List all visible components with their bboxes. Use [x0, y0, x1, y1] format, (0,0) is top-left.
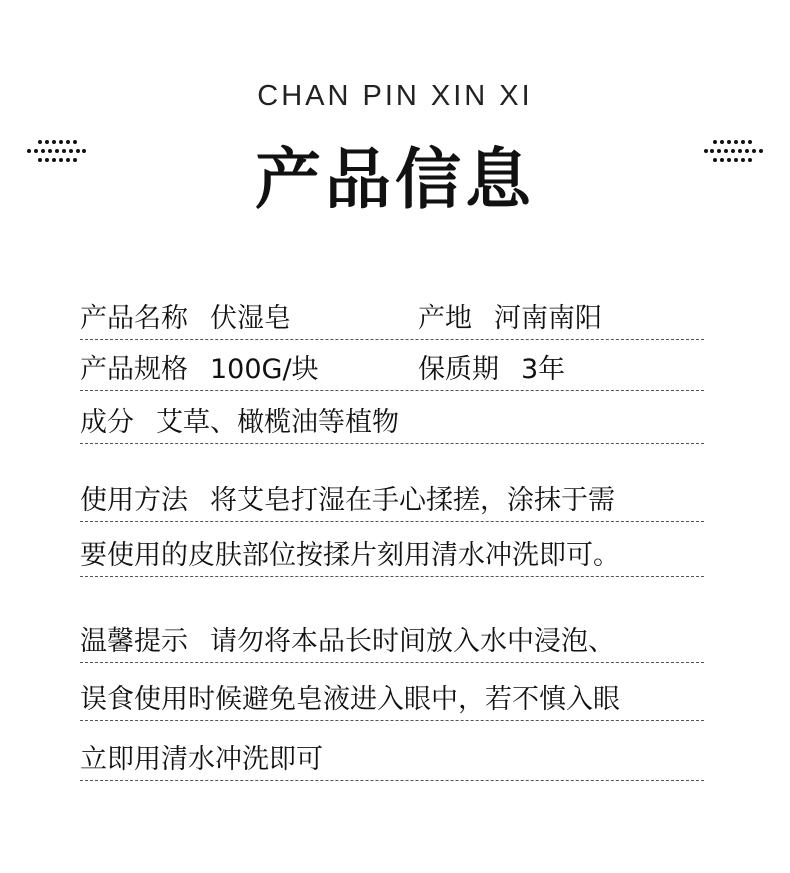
origin-label: 产地 [418, 303, 472, 334]
warning-label: 温馨提示 [80, 626, 188, 657]
usage-text-2: 要使用的皮肤部位按揉片刻用清水冲洗即可。 [80, 540, 620, 571]
info-row-spec-shelf [80, 350, 704, 391]
usage-line-2 [80, 536, 704, 577]
warning-line-1 [80, 622, 704, 663]
warning-text-2: 误食使用时候避免皂液进入眼中，若不慎入眼 [80, 684, 620, 715]
spec-label: 产品规格 [80, 354, 188, 385]
page-title: 产品信息 [255, 141, 535, 218]
ingredients-value: 艾草、橄榄油等植物 [156, 407, 399, 438]
origin-value: 河南南阳 [494, 303, 602, 334]
name-value: 伏湿皂 [210, 303, 291, 334]
ingredients-label: 成分 [80, 407, 134, 438]
warning-text-3: 立即用清水冲洗即可 [80, 744, 323, 775]
name-label: 产品名称 [80, 303, 188, 334]
info-row-name-origin [80, 299, 704, 340]
warning-line-2 [80, 680, 704, 721]
usage-line-1 [80, 481, 704, 522]
usage-text-1: 将艾皂打湿在手心揉搓，涂抹于需 [210, 485, 615, 516]
page-subtitle: CHAN PIN XIN XI [257, 80, 533, 112]
info-row-ingredients [80, 403, 704, 444]
warning-text-1: 请勿将本品长时间放入水中浸泡、 [210, 626, 615, 657]
shelf-life-label: 保质期 [418, 354, 499, 385]
decorative-dots-right [704, 138, 764, 166]
decorative-dots-left [26, 138, 86, 166]
shelf-life-value: 3年 [521, 354, 566, 385]
usage-label: 使用方法 [80, 485, 188, 516]
spec-value: 100G/块 [210, 354, 319, 385]
warning-line-3 [80, 740, 704, 781]
